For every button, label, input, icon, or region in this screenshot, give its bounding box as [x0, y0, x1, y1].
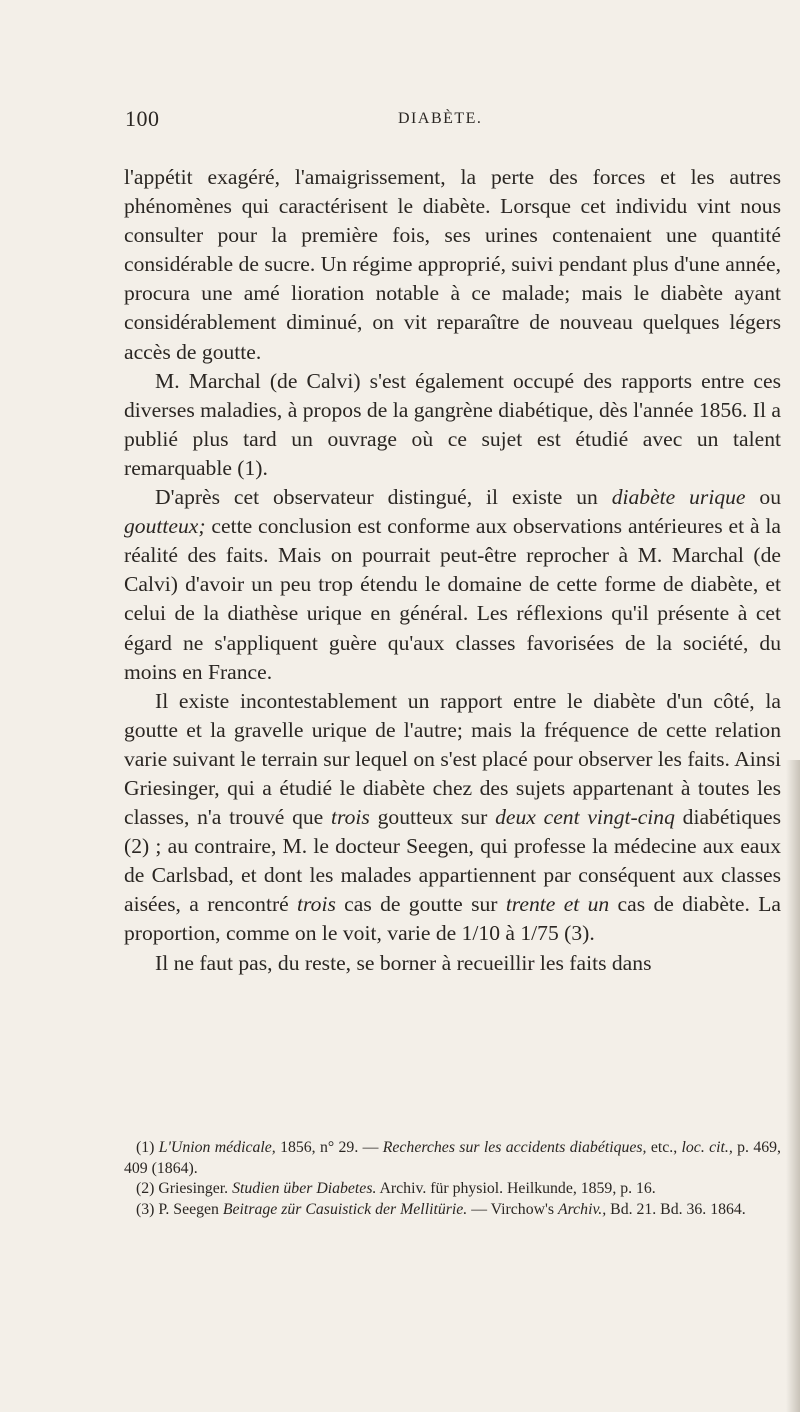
italic-text: deux cent vingt-cinq: [495, 805, 675, 830]
text-run: Il ne faut pas, du reste, se borner à recueillir les faits dans: [155, 950, 652, 975]
italic-text: Archiv.,: [557, 1200, 607, 1218]
page-header: [125, 106, 725, 146]
page-number: 100: [125, 106, 160, 131]
text-run: Il existe incontestablement un rapport entre le diabète d'un côté, la goutte et la gravelle urique de l'autre; mais la fréquence de cette relation varie suivant le terrain sur lequel on s'est placé pour observer les faits. Ainsi Griesinger, qui a étudié le diabète chez des sujets appartenant à toutes les classes, n'a trouvé que: [124, 688, 781, 830]
footnote-3: [124, 1200, 781, 1221]
paragraph-4: [124, 687, 781, 949]
footnote-2: [124, 1179, 781, 1200]
italic-text: trente et un: [505, 892, 610, 917]
paragraph-5: [124, 949, 781, 978]
paragraph-2: [124, 367, 781, 483]
italic-text: L'Union médicale,: [158, 1139, 276, 1156]
text-run: 1856, n° 29. —: [275, 1139, 383, 1156]
text-run: (3) P. Seegen: [136, 1200, 223, 1218]
italic-text: trois: [331, 805, 370, 830]
text-run: p. 469, 409 (1864).: [124, 1139, 781, 1177]
italic-text: Beitrage zür Casuistick der Mellitürie.: [222, 1200, 468, 1218]
text-run: Bd. 21. Bd. 36. 1864.: [606, 1200, 746, 1218]
text-run: l'appétit exagéré, l'amaigrissement, la perte des forces et les autres phénomènes qui caractérisent le diabète. Lorsque cet individu vint nous consulter pour la première fois, ses urines contenaient une quantité considérable de sucre. Un régime approprié, suivi pendant plus d'une année, procura une amé lioration notable à ce malade; mais le diabète ayant considérablement diminué, on vit reparaître de nouveau quelques légers accès de goutte.: [124, 165, 781, 364]
body-text: [124, 163, 781, 978]
text-run: diabétiques (2) ; au contraire, M. le docteur Seegen, qui professe la médecine aux eaux de Carlsbad, et dont les malades appartiennent par conséquent aux classes aisées, a rencontré: [124, 805, 781, 917]
paragraph-3: [124, 483, 781, 687]
italic-text: goutteux;: [124, 514, 206, 539]
running-title: DIABÈTE.: [398, 110, 483, 127]
text-run: Archiv. für physiol. Heilkunde, 1859, p. 16.: [376, 1180, 656, 1198]
italic-text: trois: [297, 892, 336, 917]
text-run: etc.,: [646, 1139, 682, 1156]
text-run: (2) Griesinger.: [136, 1180, 233, 1198]
italic-text: diabète urique: [611, 485, 746, 510]
text-run: ou: [745, 485, 781, 510]
text-run: cas de diabète. La proportion, comme on le voit, varie de 1/10 à 1/75 (3).: [124, 892, 781, 946]
footnote-1: [124, 1138, 781, 1179]
page-edge-shadow: [786, 760, 800, 1412]
italic-text: Recherches sur les accidents diabétiques,: [382, 1139, 647, 1156]
text-run: (1): [136, 1139, 159, 1156]
italic-text: loc. cit.,: [681, 1139, 733, 1156]
italic-text: Studien über Diabetes.: [232, 1180, 377, 1198]
footnotes: [124, 1138, 781, 1220]
text-run: M. Marchal (de Calvi) s'est également occupé des rapports entre ces diverses maladies, à propos de la gangrène diabétique, dès l'année 1856. Il a publié plus tard un ouvrage où ce sujet est étudié avec un talent remarquable (1).: [124, 368, 781, 480]
paragraph-1: [124, 163, 781, 367]
text-run: cas de goutte sur: [335, 892, 506, 917]
text-run: D'après cet observateur distingué, il existe un: [155, 485, 612, 510]
text-run: cette conclusion est conforme aux observations antérieures et à la réalité des faits. Mais on pourrait peut-être reprocher à M. Marchal (de Calvi) d'avoir un peu trop étendu le domaine de cette forme de diabète, et celui de la diathèse urique en général. Les réflexions qu'il présente à cet égard ne s'appliquent guère qu'aux classes favorisées de la société, du moins en France.: [124, 514, 781, 684]
text-run: goutteux sur: [369, 805, 496, 830]
text-run: — Virchow's: [467, 1200, 558, 1218]
